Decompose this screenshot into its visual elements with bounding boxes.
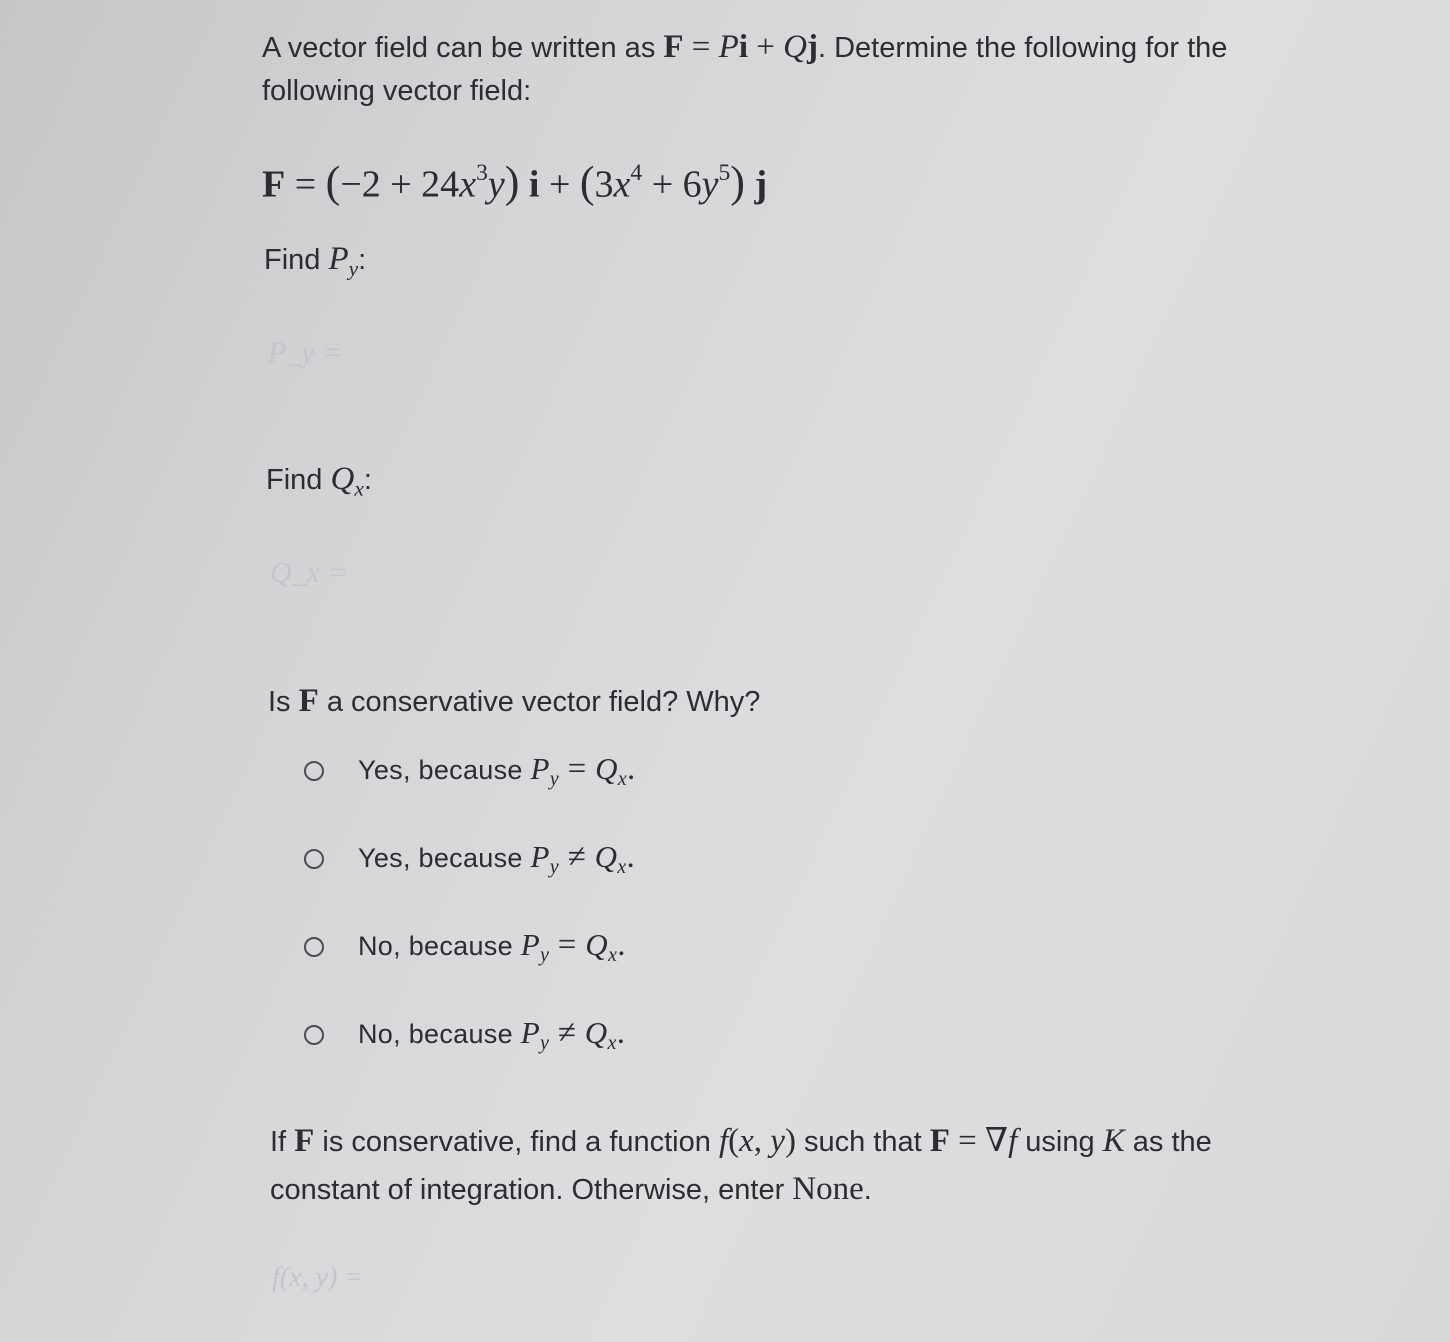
option-yes-not-equal[interactable]: Yes, because $P_y \ne Q_x$. xyxy=(300,836,900,882)
option-no-not-equal[interactable]: No, because $P_y \ne Q_x$. xyxy=(300,1012,900,1058)
py-answer-field[interactable]: P_y = xyxy=(268,336,343,369)
potential-question-line-1: If F is conservative, find a function f(x, y) such that F = ∇f using K as the xyxy=(270,1123,1212,1159)
qx-answer-field[interactable]: Q_x = xyxy=(270,556,348,589)
intro-line-2: following vector field: xyxy=(262,75,532,107)
conservative-question: Is F a conservative vector field? Why? xyxy=(268,683,761,719)
radio-icon[interactable] xyxy=(304,761,324,781)
find-qx-label: Find $Q_x$: xyxy=(266,461,372,501)
vector-field-formula: $F = (-2 + 24x^3y)$ $i + (3x^4 + 6y^5)$ j xyxy=(262,157,768,207)
potential-question-line-2: constant of integration. Otherwise, enter None. xyxy=(270,1171,872,1207)
f-answer-field[interactable]: f(x, y) = xyxy=(272,1262,364,1293)
find-py-label: Find $P_y$: xyxy=(264,241,367,281)
radio-icon[interactable] xyxy=(304,1025,324,1045)
option-no-equal[interactable]: No, because $P_y = Q_x$. xyxy=(300,924,900,970)
radio-icon[interactable] xyxy=(304,937,324,957)
radio-icon[interactable] xyxy=(304,849,324,869)
option-yes-equal[interactable]: Yes, because $P_y = Q_x$. xyxy=(300,748,900,794)
intro-line-1: A vector field can be written as F = Pi + Qj. Determine the following for the xyxy=(262,29,1228,65)
